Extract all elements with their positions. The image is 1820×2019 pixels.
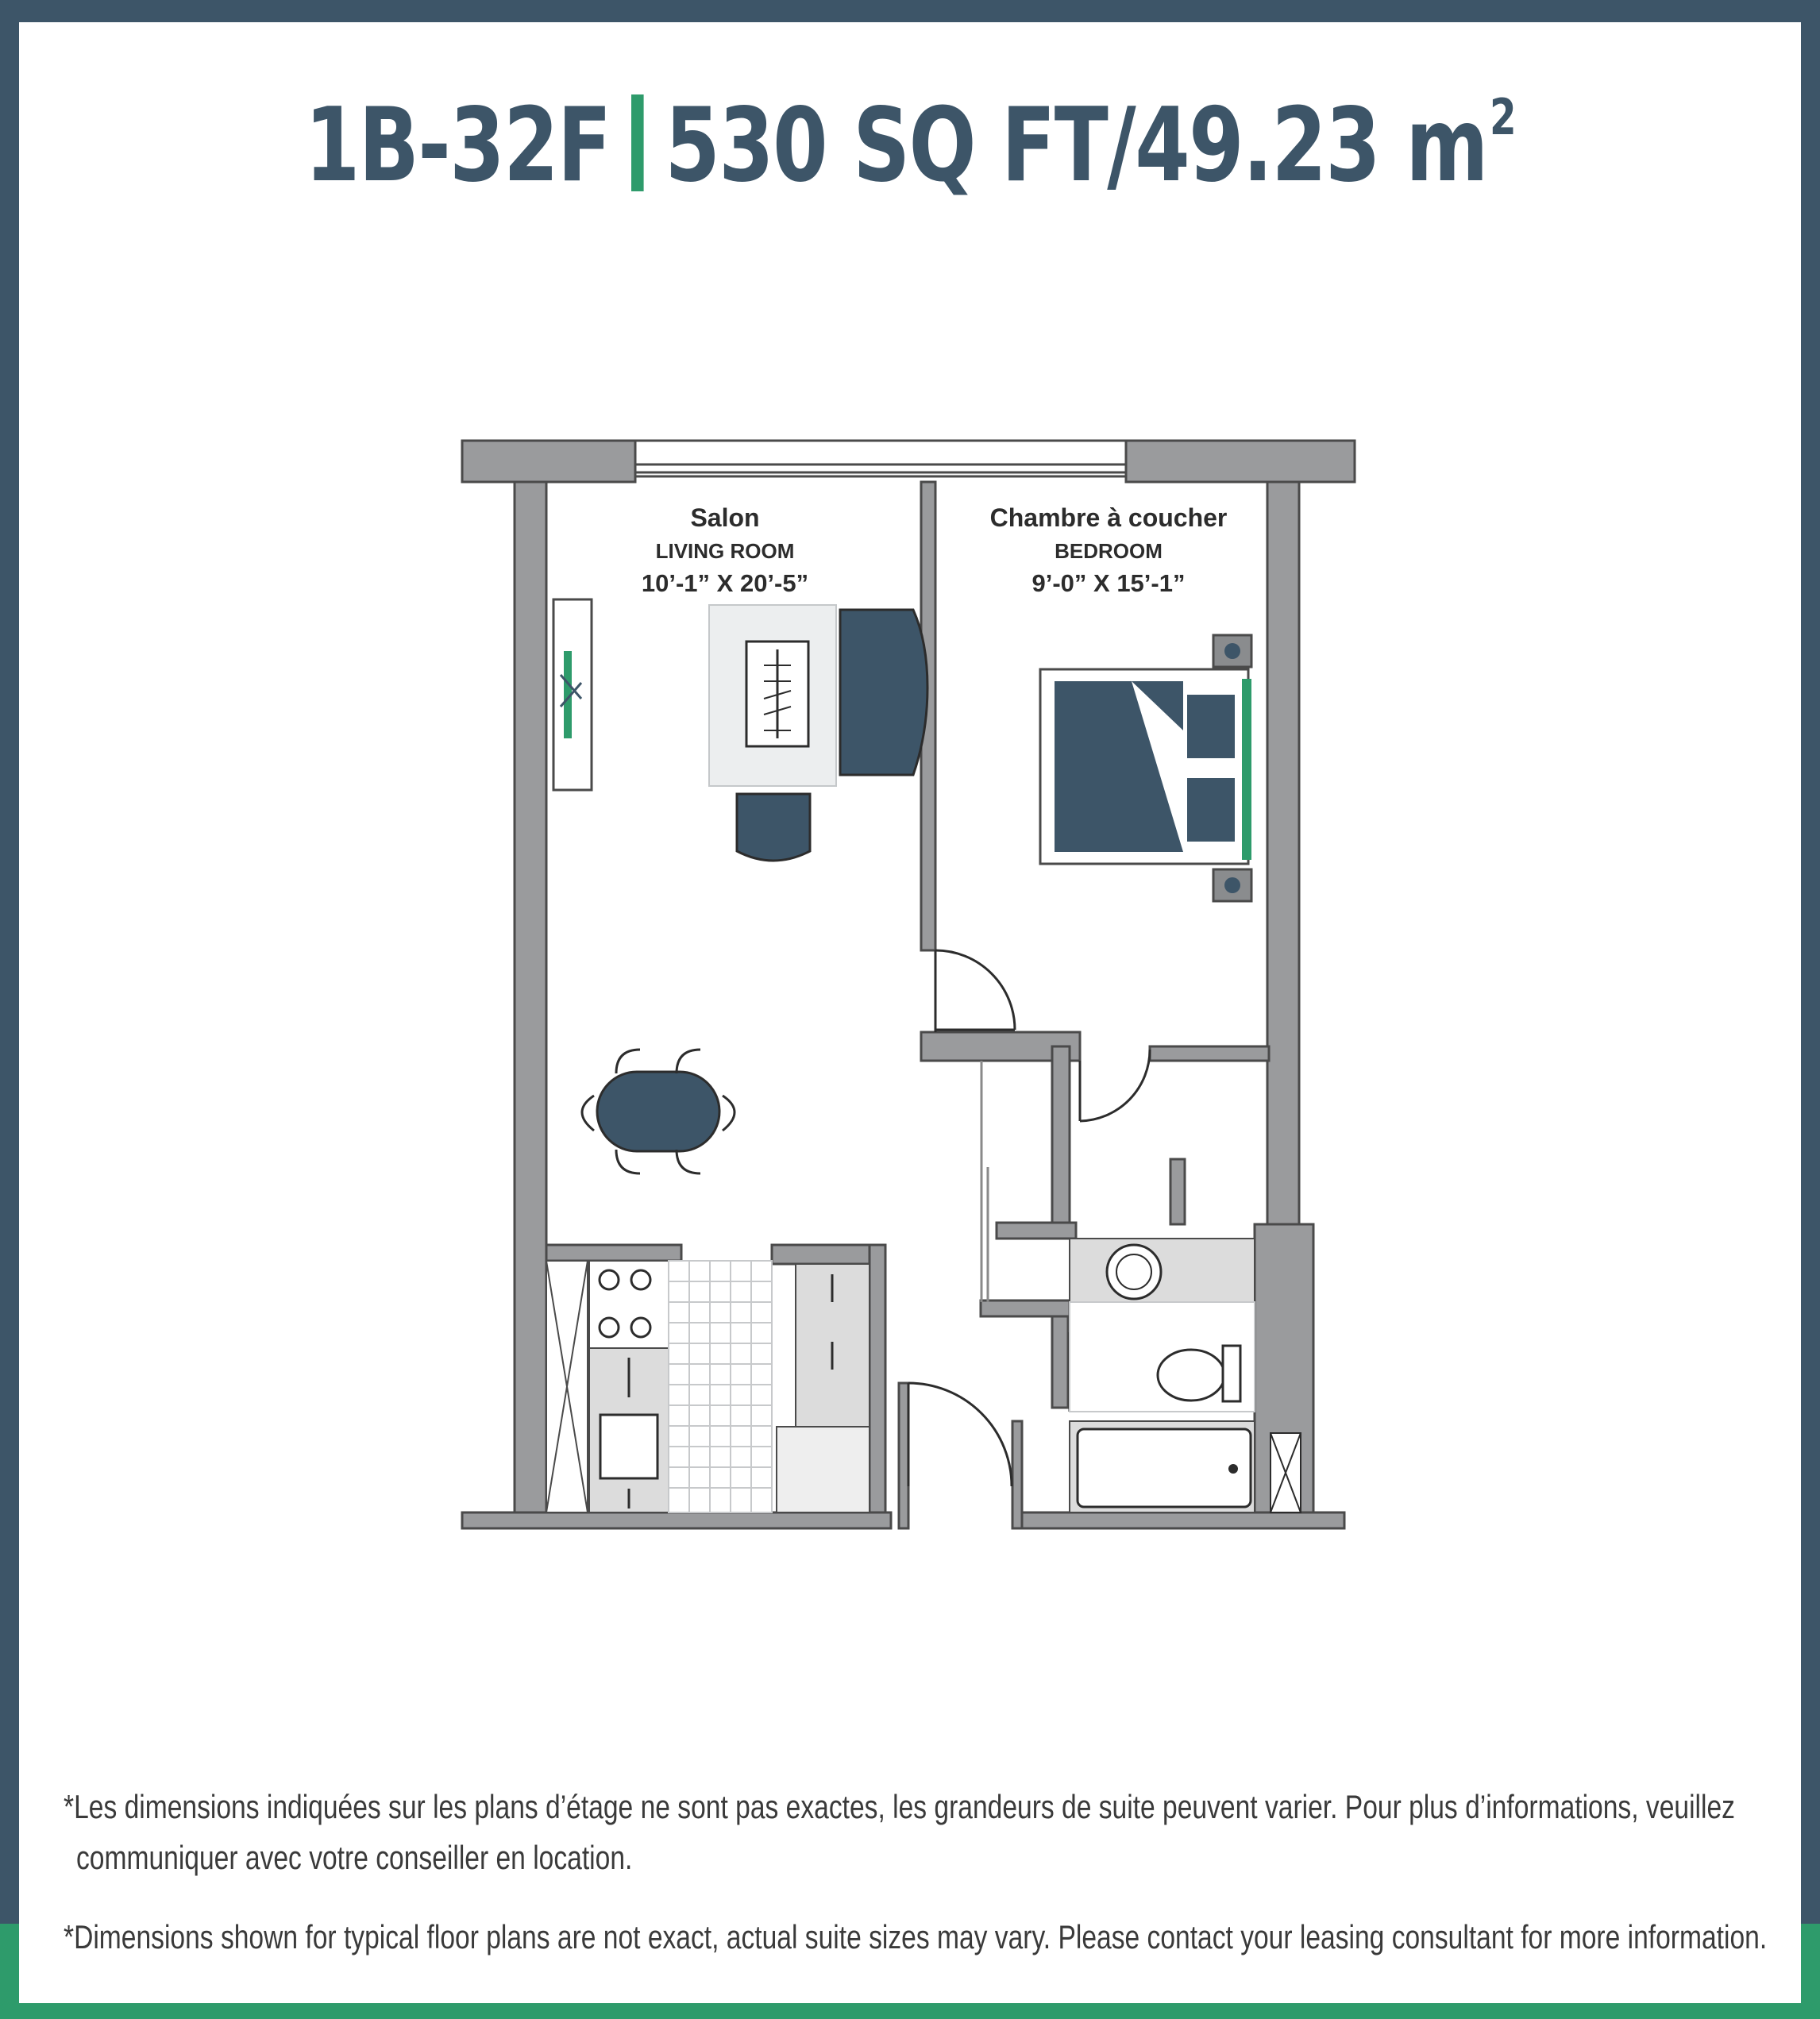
dining-set — [582, 1050, 735, 1173]
bedroom-name-fr: Chambre à coucher — [989, 503, 1228, 532]
footnote-french — [64, 1782, 1735, 1883]
unit-code: 1B-32F — [304, 87, 611, 205]
bedroom-dimensions: 9’-0” X 15’-1” — [1031, 569, 1186, 597]
bedroom-name-en: BEDROOM — [1055, 539, 1163, 563]
floor-plan — [445, 429, 1374, 1540]
fridge — [777, 1264, 870, 1512]
title-separator — [631, 94, 644, 191]
kitchen — [546, 1261, 675, 1512]
bedroom-label — [990, 503, 1228, 597]
kitchen-floor-tiles — [669, 1261, 772, 1512]
living-room-dimensions: 10’-1” X 20’-5” — [641, 569, 809, 597]
window — [635, 441, 1126, 476]
armchair — [737, 794, 810, 861]
living-room-label — [642, 503, 808, 597]
area-superscript: 2 — [1489, 88, 1516, 146]
rug — [709, 605, 836, 786]
footnote-french-line2: communiquer avec votre conseiller en location. — [76, 1839, 633, 1876]
living-room-name-en: LIVING ROOM — [655, 539, 795, 563]
unit-area: 530 SQ FT/49.23 m — [665, 87, 1487, 205]
footnote-english: *Dimensions shown for typical floor plans are not exact, actual suite sizes may vary. Please contact your leasing consultant for more information. — [64, 1918, 1768, 1955]
page-title — [200, 54, 1620, 210]
sofa — [840, 610, 927, 775]
living-room-name-fr: Salon — [690, 503, 760, 532]
footnote-french-line1: *Les dimensions indiquées sur les plans d’étage ne sont pas exactes, les grandeurs de suite peuvent varier. Pour plus d’informations, veuillez — [64, 1788, 1735, 1825]
tv-unit — [553, 599, 592, 790]
bed — [1040, 635, 1251, 901]
